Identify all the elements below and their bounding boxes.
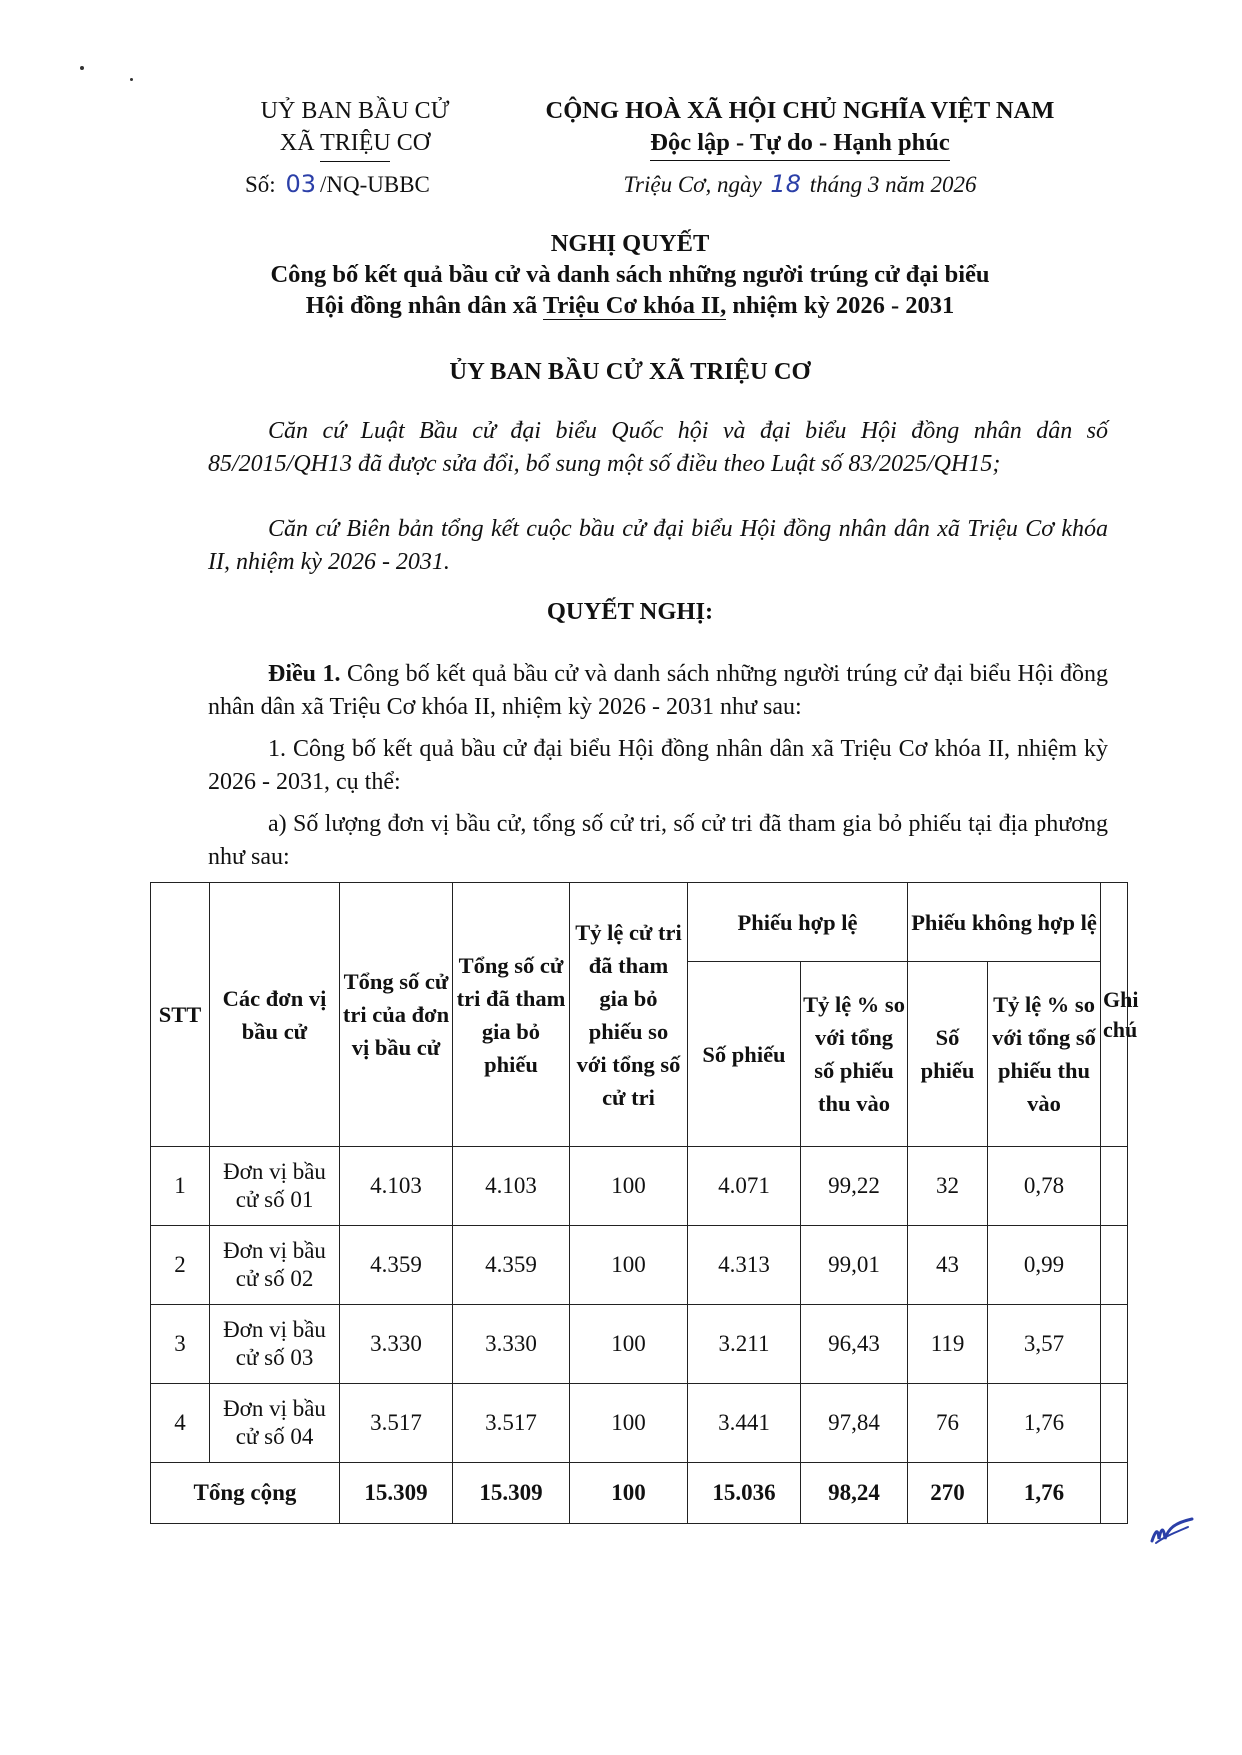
number-label: Số: (245, 172, 276, 197)
scan-speck (80, 66, 84, 70)
cell-unit: Đơn vị bầu cử số 02 (210, 1226, 340, 1305)
cell-valid-pct: 99,01 (801, 1226, 908, 1305)
cell-stt: 3 (151, 1305, 210, 1384)
scan-speck (130, 78, 133, 81)
issuing-body-line2 (280, 127, 430, 159)
cell-note (1101, 1147, 1128, 1226)
cell-invalid-pct: 3,57 (988, 1305, 1101, 1384)
cell-unit: Đơn vị bầu cử số 01 (210, 1147, 340, 1226)
legal-basis-2: Căn cứ Biên bản tổng kết cuộc bầu cử đại biểu Hội đồng nhân dân xã Triệu Cơ khóa II, nhiệm kỳ 2026 - 2031. (208, 516, 1108, 575)
country-name: CỘNG HOÀ XÃ HỘI CHỦ NGHĨA VIỆT NAM (545, 97, 1055, 124)
total-invalid-pct: 1,76 (988, 1463, 1101, 1524)
issuing-body-name: XÃ TRIỆU CƠ (279, 130, 431, 156)
national-header (520, 95, 1080, 161)
cell-valid-count: 4.071 (688, 1147, 801, 1226)
header-invalid-count: Số phiếu (908, 962, 988, 1147)
cell-stt: 4 (151, 1384, 210, 1463)
header-voted: Tổng số cử tri đã tham gia bỏ phiếu (453, 883, 570, 1147)
table-row (151, 1147, 1128, 1226)
table-total-row (151, 1463, 1128, 1524)
article-1-lead: Điều 1. (268, 661, 341, 687)
header-stt: STT (151, 883, 210, 1147)
cell-voted: 3.330 (453, 1305, 570, 1384)
table-row (151, 1384, 1128, 1463)
total-voters: 15.309 (340, 1463, 453, 1524)
election-results-table (150, 882, 1139, 1524)
subject-line-2 (150, 290, 1110, 321)
cell-valid-pct: 97,84 (801, 1384, 908, 1463)
issuer-heading: ỦY BAN BẦU CỬ XÃ TRIỆU CƠ (449, 358, 811, 385)
cell-valid-count: 4.313 (688, 1226, 801, 1305)
cell-voted: 4.103 (453, 1147, 570, 1226)
document-type: NGHỊ QUYẾT (550, 230, 710, 257)
article-1 (208, 658, 1108, 724)
cell-invalid-pct: 0,78 (988, 1147, 1101, 1226)
cell-unit: Đơn vị bầu cử số 03 (210, 1305, 340, 1384)
cell-unit: Đơn vị bầu cử số 04 (210, 1384, 340, 1463)
header-invalid-group: Phiếu không hợp lệ (908, 883, 1101, 962)
total-note (1101, 1463, 1128, 1524)
table-row (151, 1305, 1128, 1384)
initials-signature-icon (1148, 1515, 1196, 1547)
date-prefix: Triệu Cơ, ngày (623, 172, 762, 197)
cell-valid-pct: 96,43 (801, 1305, 908, 1384)
article-1-item-1: 1. Công bố kết quả bầu cử đại biểu Hội đồng nhân dân xã Triệu Cơ khóa II, nhiệm kỳ 2026 - 2031, cụ thể: (208, 736, 1108, 795)
cell-note (1101, 1305, 1128, 1384)
cell-turnout-rate: 100 (570, 1147, 688, 1226)
cell-invalid-count: 76 (908, 1384, 988, 1463)
header-valid-count: Số phiếu (688, 962, 801, 1147)
header-valid-group: Phiếu hợp lệ (688, 883, 908, 962)
cell-note (1101, 1226, 1128, 1305)
cell-total-voters: 4.103 (340, 1147, 453, 1226)
subject-post: nhiệm kỳ 2026 - 2031 (726, 292, 955, 319)
header-unit: Các đơn vị bầu cử (210, 883, 340, 1147)
document-title (150, 228, 1110, 321)
total-voted: 15.309 (453, 1463, 570, 1524)
cell-total-voters: 4.359 (340, 1226, 453, 1305)
cell-valid-count: 3.211 (688, 1305, 801, 1384)
cell-invalid-pct: 1,76 (988, 1384, 1101, 1463)
cell-invalid-pct: 0,99 (988, 1226, 1101, 1305)
total-turnout-rate: 100 (570, 1463, 688, 1524)
cell-total-voters: 3.330 (340, 1305, 453, 1384)
header-turnout-rate: Tỷ lệ cử tri đã tham gia bỏ phiếu so với tổng số cử tri (570, 883, 688, 1147)
legal-basis-1: Căn cứ Luật Bầu cử đại biểu Quốc hội và đại biểu Hội đồng nhân dân số 85/2015/QH13 đã được sửa đổi, bổ sung một số điều theo Luật số 83/2025/QH15; (208, 418, 1108, 477)
total-valid-count: 15.036 (688, 1463, 801, 1524)
date-suffix: tháng 3 năm 2026 (809, 172, 977, 197)
decision-heading: QUYẾT NGHỊ: (546, 598, 714, 625)
cell-stt: 2 (151, 1226, 210, 1305)
cell-voted: 3.517 (453, 1384, 570, 1463)
cell-invalid-count: 119 (908, 1305, 988, 1384)
date-day-handwritten: 18 (770, 170, 801, 198)
number-handwritten: 03 (285, 170, 316, 198)
cell-valid-count: 3.441 (688, 1384, 801, 1463)
cell-voted: 4.359 (453, 1226, 570, 1305)
cell-valid-pct: 99,22 (801, 1147, 908, 1226)
underline-rule (320, 161, 390, 163)
article-1-item-a: a) Số lượng đơn vị bầu cử, tổng số cử tri, số cử tri đã tham gia bỏ phiếu tại địa phương như sau: (208, 811, 1108, 870)
cell-note (1101, 1384, 1128, 1463)
cell-invalid-count: 32 (908, 1147, 988, 1226)
total-valid-pct: 98,24 (801, 1463, 908, 1524)
subject-pre: Hội đồng nhân dân xã (305, 292, 543, 319)
number-suffix: /NQ-UBBC (319, 172, 430, 197)
header-invalid-pct: Tỷ lệ % so với tổng số phiếu thu vào (988, 962, 1101, 1147)
cell-total-voters: 3.517 (340, 1384, 453, 1463)
document-number (245, 170, 430, 198)
cell-invalid-count: 43 (908, 1226, 988, 1305)
table-row (151, 1226, 1128, 1305)
subject-line-1: Công bố kết quả bầu cử và danh sách những người trúng cử đại biểu (270, 261, 990, 288)
total-label: Tổng cộng (151, 1463, 340, 1524)
place-date (520, 170, 1080, 198)
cell-turnout-rate: 100 (570, 1226, 688, 1305)
issuing-body-line1: UỶ BAN BẦU CỬ (260, 98, 450, 124)
cell-turnout-rate: 100 (570, 1384, 688, 1463)
national-motto: Độc lập - Tự do - Hạnh phúc (650, 127, 949, 161)
total-invalid-count: 270 (908, 1463, 988, 1524)
header-total-voters: Tổng số cử tri của đơn vị bầu cử (340, 883, 453, 1147)
article-1-text: Công bố kết quả bầu cử và danh sách những người trúng cử đại biểu Hội đồng nhân dân xã Triệu Cơ khóa II, nhiệm kỳ 2026 - 2031 như sau: (208, 661, 1109, 720)
cell-stt: 1 (151, 1147, 210, 1226)
header-valid-pct: Tỷ lệ % so với tổng số phiếu thu vào (801, 962, 908, 1147)
subject-underlined: Triệu Cơ khóa II, (542, 292, 727, 319)
issuing-body (225, 95, 485, 159)
cell-turnout-rate: 100 (570, 1305, 688, 1384)
header-note: Ghi chú (1101, 883, 1128, 1147)
